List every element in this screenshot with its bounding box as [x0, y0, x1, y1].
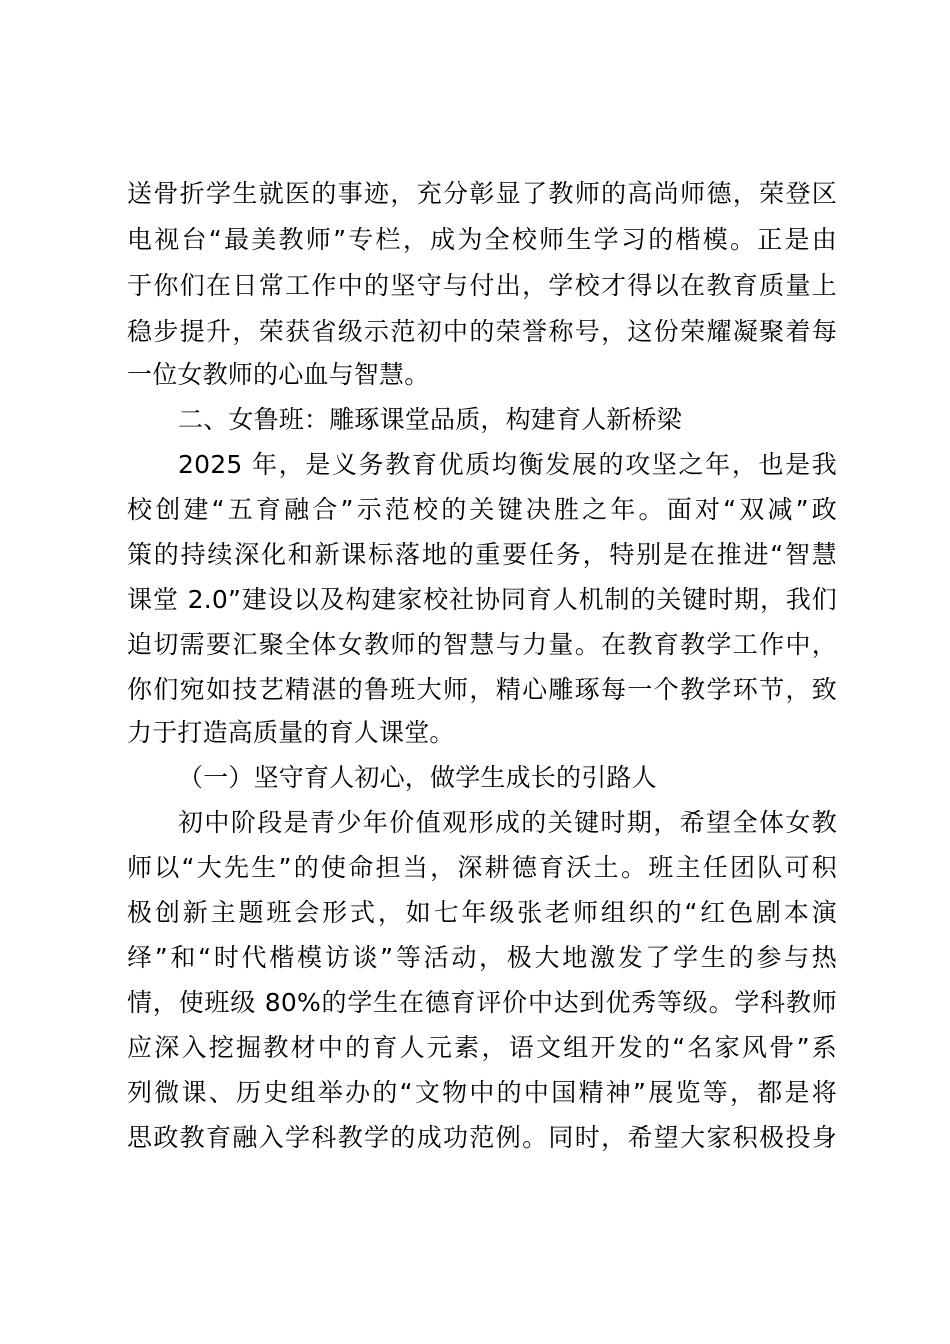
paragraph-line: 校创建“五育融合”示范校的关键决胜之年。面对“双减”政	[127, 495, 837, 524]
paragraph-line: 2025 年，是义务教育优质均衡发展的攻坚之年，也是我	[178, 450, 837, 479]
paragraph-line: 思政教育融入学科教学的成功范例。同时，希望大家积极投身	[127, 1123, 837, 1152]
paragraph-line: 电视台“最美教师”专栏，成为全校师生学习的楷模。正是由	[127, 225, 837, 254]
paragraph-line: 送骨折学生就医的事迹，充分彰显了教师的高尚师德，荣登区	[127, 179, 837, 208]
paragraph-line: 策的持续深化和新课标落地的重要任务，特别是在推进“智慧	[127, 540, 837, 569]
paragraph-line: 初中阶段是青少年价值观形成的关键时期，希望全体女教	[178, 808, 837, 837]
paragraph-line: 于你们在日常工作中的坚守与付出，学校才得以在教育质量上	[127, 271, 837, 300]
subsection-heading: （一）坚守育人初心，做学生成长的引路人	[178, 763, 657, 792]
paragraph-line: 师以“大先生”的使命担当，深耕德育沃土。班主任团队可积	[127, 853, 837, 882]
paragraph-line: 力于打造高质量的育人课堂。	[127, 718, 455, 747]
paragraph-line: 稳步提升，荣获省级示范初中的荣誉称号，这份荣耀凝聚着每	[127, 317, 837, 346]
paragraph-line: 极创新主题班会形式，如七年级张老师组织的“红色剧本演	[127, 898, 837, 927]
section-heading: 二、女鲁班：雕琢课堂品质，构建育人新桥梁	[178, 405, 683, 434]
paragraph-line: 列微课、历史组举办的“文物中的中国精神”展览等，都是将	[127, 1078, 837, 1107]
paragraph-line: 绎”和“时代楷模访谈”等活动，极大地激发了学生的参与热	[127, 943, 837, 972]
paragraph-line: 情，使班级 80%的学生在德育评价中达到优秀等级。学科教师	[127, 988, 837, 1017]
paragraph-line: 迫切需要汇聚全体女教师的智慧与力量。在教育教学工作中，	[127, 630, 837, 659]
paragraph-line: 应深入挖掘教材中的育人元素，语文组开发的“名家风骨”系	[127, 1033, 837, 1062]
paragraph-line: 你们宛如技艺精湛的鲁班大师，精心雕琢每一个教学环节，致	[127, 675, 837, 704]
paragraph-line: 一位女教师的心血与智慧。	[127, 360, 430, 389]
paragraph-line: 课堂 2.0”建设以及构建家校社协同育人机制的关键时期，我们	[127, 585, 837, 614]
